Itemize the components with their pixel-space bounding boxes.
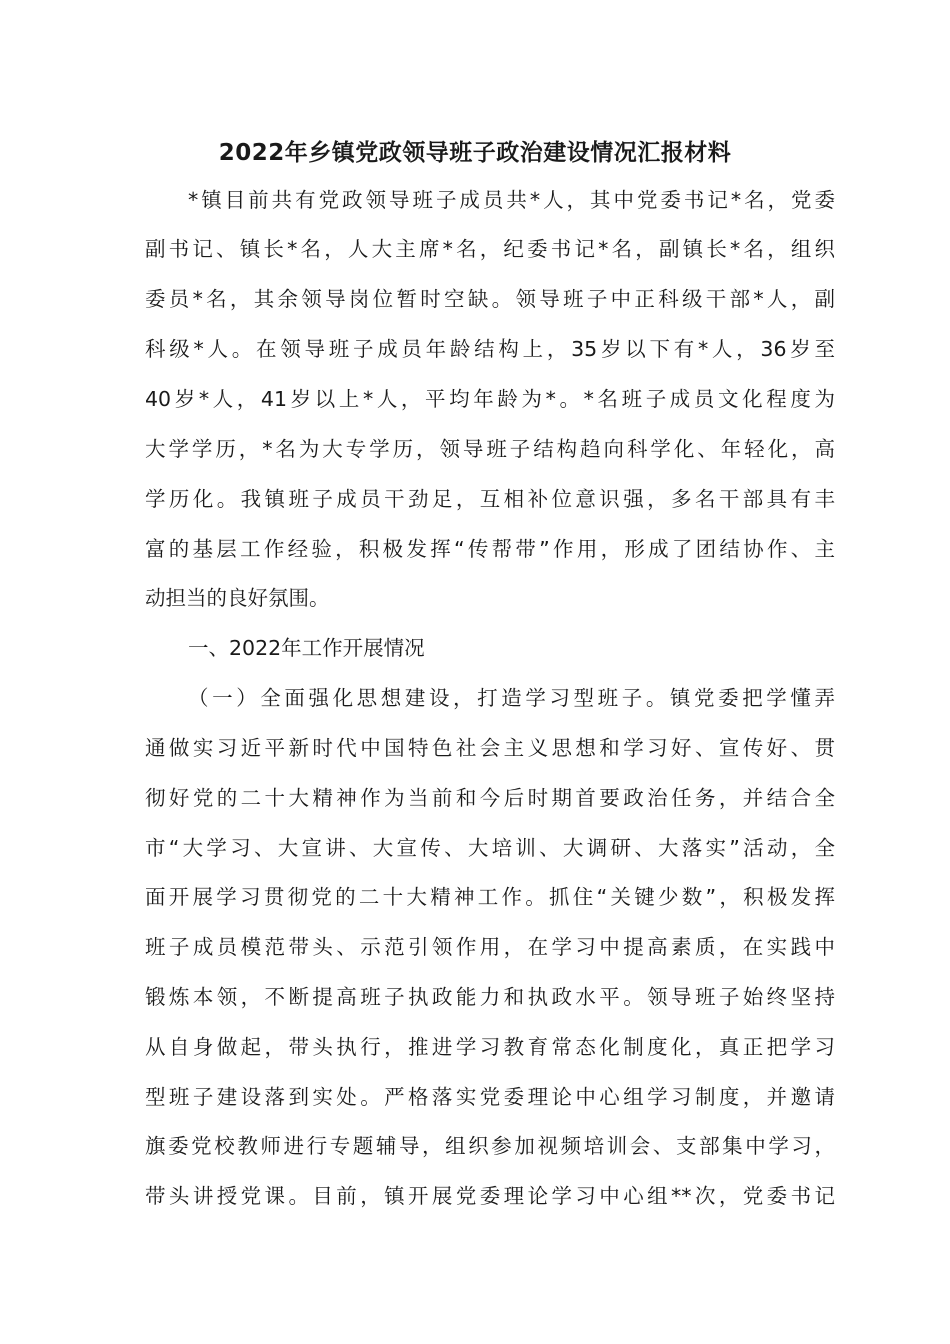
paragraph-line: 科级*人。在领导班子成员年龄结构上，35岁以下有*人，36岁至 [145,337,835,361]
paragraph-line: 带头讲授党课。目前，镇开展党委理论学习中心组**次，党委书记 [145,1184,835,1208]
paragraph-line: 大学学历，*名为大专学历，领导班子结构趋向科学化、年轻化，高 [145,437,835,461]
paragraph-line: 旗委党校教师进行专题辅导，组织参加视频培训会、支部集中学习， [145,1134,835,1158]
paragraph-line: 学历化。我镇班子成员干劲足，互相补位意识强，多名干部具有丰 [145,487,835,511]
paragraph-line: 从自身做起，带头执行，推进学习教育常态化制度化，真正把学习 [145,1035,835,1059]
section-heading: 一、2022年工作开展情况 [188,636,425,660]
paragraph-line: 面开展学习贯彻党的二十大精神工作。抓住“关键少数”，积极发挥 [145,885,835,909]
paragraph-line: 班子成员模范带头、示范引领作用，在学习中提高素质，在实践中 [145,935,835,959]
paragraph-line: 市“大学习、大宣讲、大宣传、大培训、大调研、大落实”活动，全 [145,836,835,860]
paragraph-line: 富的基层工作经验，积极发挥“传帮带”作用，形成了团结协作、主 [145,537,835,561]
paragraph-line: 彻好党的二十大精神作为当前和今后时期首要政治任务，并结合全 [145,786,835,810]
paragraph-line: （一）全面强化思想建设，打造学习型班子。镇党委把学懂弄 [188,686,835,710]
paragraph-line: *镇目前共有党政领导班子成员共*人，其中党委书记*名，党委 [188,188,835,212]
paragraph-line: 型班子建设落到实处。严格落实党委理论中心组学习制度，并邀请 [145,1085,835,1109]
paragraph-line: 通做实习近平新时代中国特色社会主义思想和学习好、宣传好、贯 [145,736,835,760]
document-title: 2022年乡镇党政领导班子政治建设情况汇报材料 [218,140,732,166]
paragraph-line: 40岁*人，41岁以上*人，平均年龄为*。*名班子成员文化程度为 [145,387,835,411]
paragraph-line: 委员*名，其余领导岗位暂时空缺。领导班子中正科级干部*人，副 [145,287,835,311]
paragraph-line: 副书记、镇长*名，人大主席*名，纪委书记*名，副镇长*名，组织 [145,237,835,261]
paragraph-line: 锻炼本领，不断提高班子执政能力和执政水平。领导班子始终坚持 [145,985,835,1009]
paragraph-line: 动担当的良好氛围。 [145,586,330,610]
